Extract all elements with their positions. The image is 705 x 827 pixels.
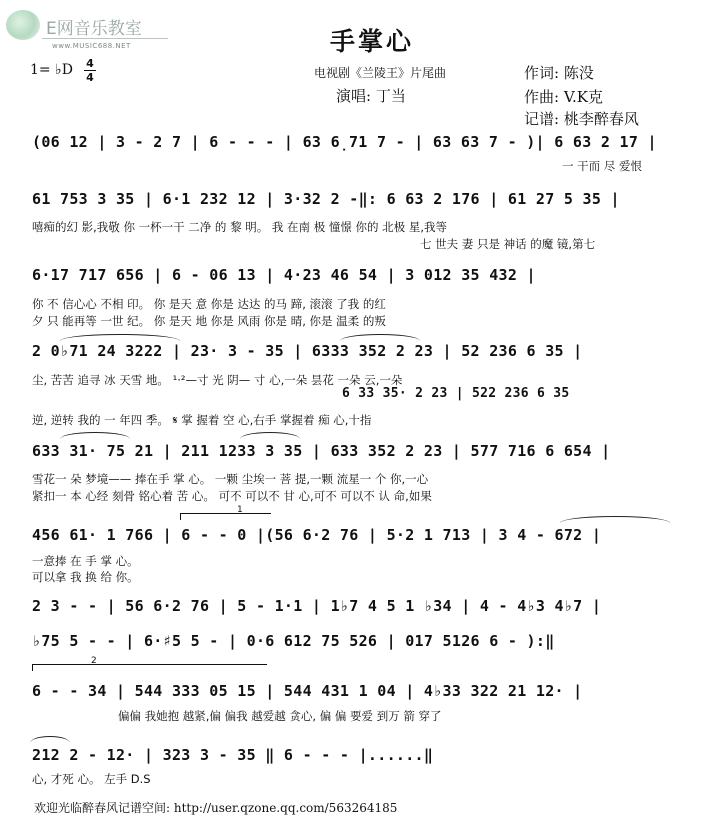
site-logo xyxy=(6,8,166,50)
score-line-10-notes: 212 2 - 12· | 323 3 - 35 ‖ 6 - - - |......‖ xyxy=(32,746,434,764)
score-line-6-lyrics-1: 一意捧 在 手 掌 心。 xyxy=(32,554,139,568)
slur xyxy=(560,516,670,523)
slur xyxy=(60,432,130,439)
volta-2: 2 xyxy=(32,664,267,671)
logo-text: E网音乐教室 xyxy=(46,19,142,39)
score-line-6-lyrics-2: 可以拿 我 换 给 你。 xyxy=(32,570,139,584)
composer-credit: 作曲: V.K克 xyxy=(524,88,604,106)
song-title: 手掌心 xyxy=(330,27,415,56)
score-line-3-notes: 6·17 717 656 | 6 - 06 13 | 4·23 46 54 | 3 012 35 432 | xyxy=(32,266,536,284)
score-line-8-notes: ♭75 5 - - | 6·♯5 5 - | 0·6 612 75 526 | 017 5126 6 - ):‖ xyxy=(32,632,555,650)
transcriber-credit: 记谱: 桃李醉春风 xyxy=(524,110,639,128)
score-line-6-notes: 456 61· 1 766 | 6 - - 0 |(56 6·2 76 | 5·2 1 713 | 3 4 - 672 | xyxy=(32,526,602,544)
score-line-4-alt-notes: 6 33 35· 2 23 | 522 236 6 35 xyxy=(342,386,570,401)
slur xyxy=(240,432,300,439)
score-line-9-notes: 6 - - 34 | 544 333 05 15 | 544 431 1 04 | 4♭33 322 21 12· | xyxy=(32,682,583,700)
slur xyxy=(60,334,180,341)
key-signature: 1= ♭D xyxy=(30,62,73,78)
score-line-2-notes: 61 753 3 35 | 6·1 232 12 | 3·32 2 -‖: 6 63 2 176 | 61 27 5 35 | xyxy=(32,190,620,208)
slur xyxy=(30,736,70,743)
volta-1: 1 xyxy=(180,513,271,520)
score-line-10-lyrics: 心, 才死 心。 左手 D.S xyxy=(32,772,151,786)
score-line-3-lyrics-2: 夕 只 能再等 一世 纪。 你 是天 地 你是 风雨 你是 晴, 你是 温柔 的叛 xyxy=(32,314,386,328)
score-line-4-notes: 2 0♭71 24 3222 | 23· 3 - 35 | 6333 352 2 23 | 52 236 6 35 | xyxy=(32,342,583,360)
logo-icon xyxy=(6,10,40,40)
score-line-5-lyrics-2: 紧扣一 本 心经 刻骨 铭心着 苦 心。 可不 可以不 甘 心,可不 可以不 认 命,如果 xyxy=(32,489,432,503)
score-line-1-lyrics: 一 干而 尽 爱恨 xyxy=(562,159,642,173)
footer-note: 欢迎光临醉春风记谱空间: http://user.qzone.qq.com/563264185 xyxy=(34,801,398,815)
slur xyxy=(340,334,420,341)
score-line-5-lyrics-1: 雪花一 朵 梦境—— 捧在手 掌 心。 一颗 尘埃一 菩 提,一颗 流星一 个 你,一心 xyxy=(32,472,429,486)
score-line-2-lyrics-2: 七 世夫 妻 只是 神话 的魔 镜,第七 xyxy=(420,237,596,251)
score-line-7-notes: 2 3 - - | 56 6·2 76 | 5 - 1·1 | 1♭7 4 5 1 ♭34 | 4 - 4♭3 4♭7 | xyxy=(32,597,602,615)
logo-url: www.MUSIC688.NET xyxy=(52,42,131,50)
score-line-2-lyrics-1: 嘻痴的幻 影,我敬 你 一杯一干 二净 的 黎 明。 我 在南 极 憧憬 你的 北极 星,我等 xyxy=(32,220,447,234)
score-line-3-lyrics-1: 你 不 信心心 不相 印。 你 是天 意 你是 达达 的马 蹄, 滚滚 了我 的红 xyxy=(32,297,386,311)
score-line-1-notes: (06 12 | 3 - 2 7 | 6 - - - | 63 6̣71 7 - | 63 63 7 - )| 6 63 2 17 | xyxy=(32,133,657,151)
score-line-5-notes: 633 31· 75 21 | 211 1233 3 35 | 633 352 2 23 | 577 716 6 654 | xyxy=(32,442,611,460)
time-signature xyxy=(84,58,96,83)
lyricist-credit: 作词: 陈没 xyxy=(524,64,594,82)
singer-credit: 演唱: 丁当 xyxy=(336,87,406,105)
subtitle: 电视剧《兰陵王》片尾曲 xyxy=(314,66,447,80)
score-line-4-lyrics-2: 逆, 逆转 我的 一 年四 季。 𝄋 掌 握着 空 心,右手 掌握着 痴 心,十指 xyxy=(32,413,372,427)
logo-divider xyxy=(42,38,168,39)
meter-top: 4 xyxy=(86,57,94,70)
meter-bottom: 4 xyxy=(86,71,94,84)
score-line-9-lyrics: 偏偏 我她抱 越紧,偏 偏我 越爱越 贪心, 偏 偏 要爱 到万 箭 穿了 xyxy=(118,709,442,723)
score-line-4-lyrics-1: 尘, 苦苦 追寻 冰 天雪 地。 ¹·²—寸 光 阴— 寸 心,一朵 昙花 一朵 云,一朵 xyxy=(32,373,403,387)
